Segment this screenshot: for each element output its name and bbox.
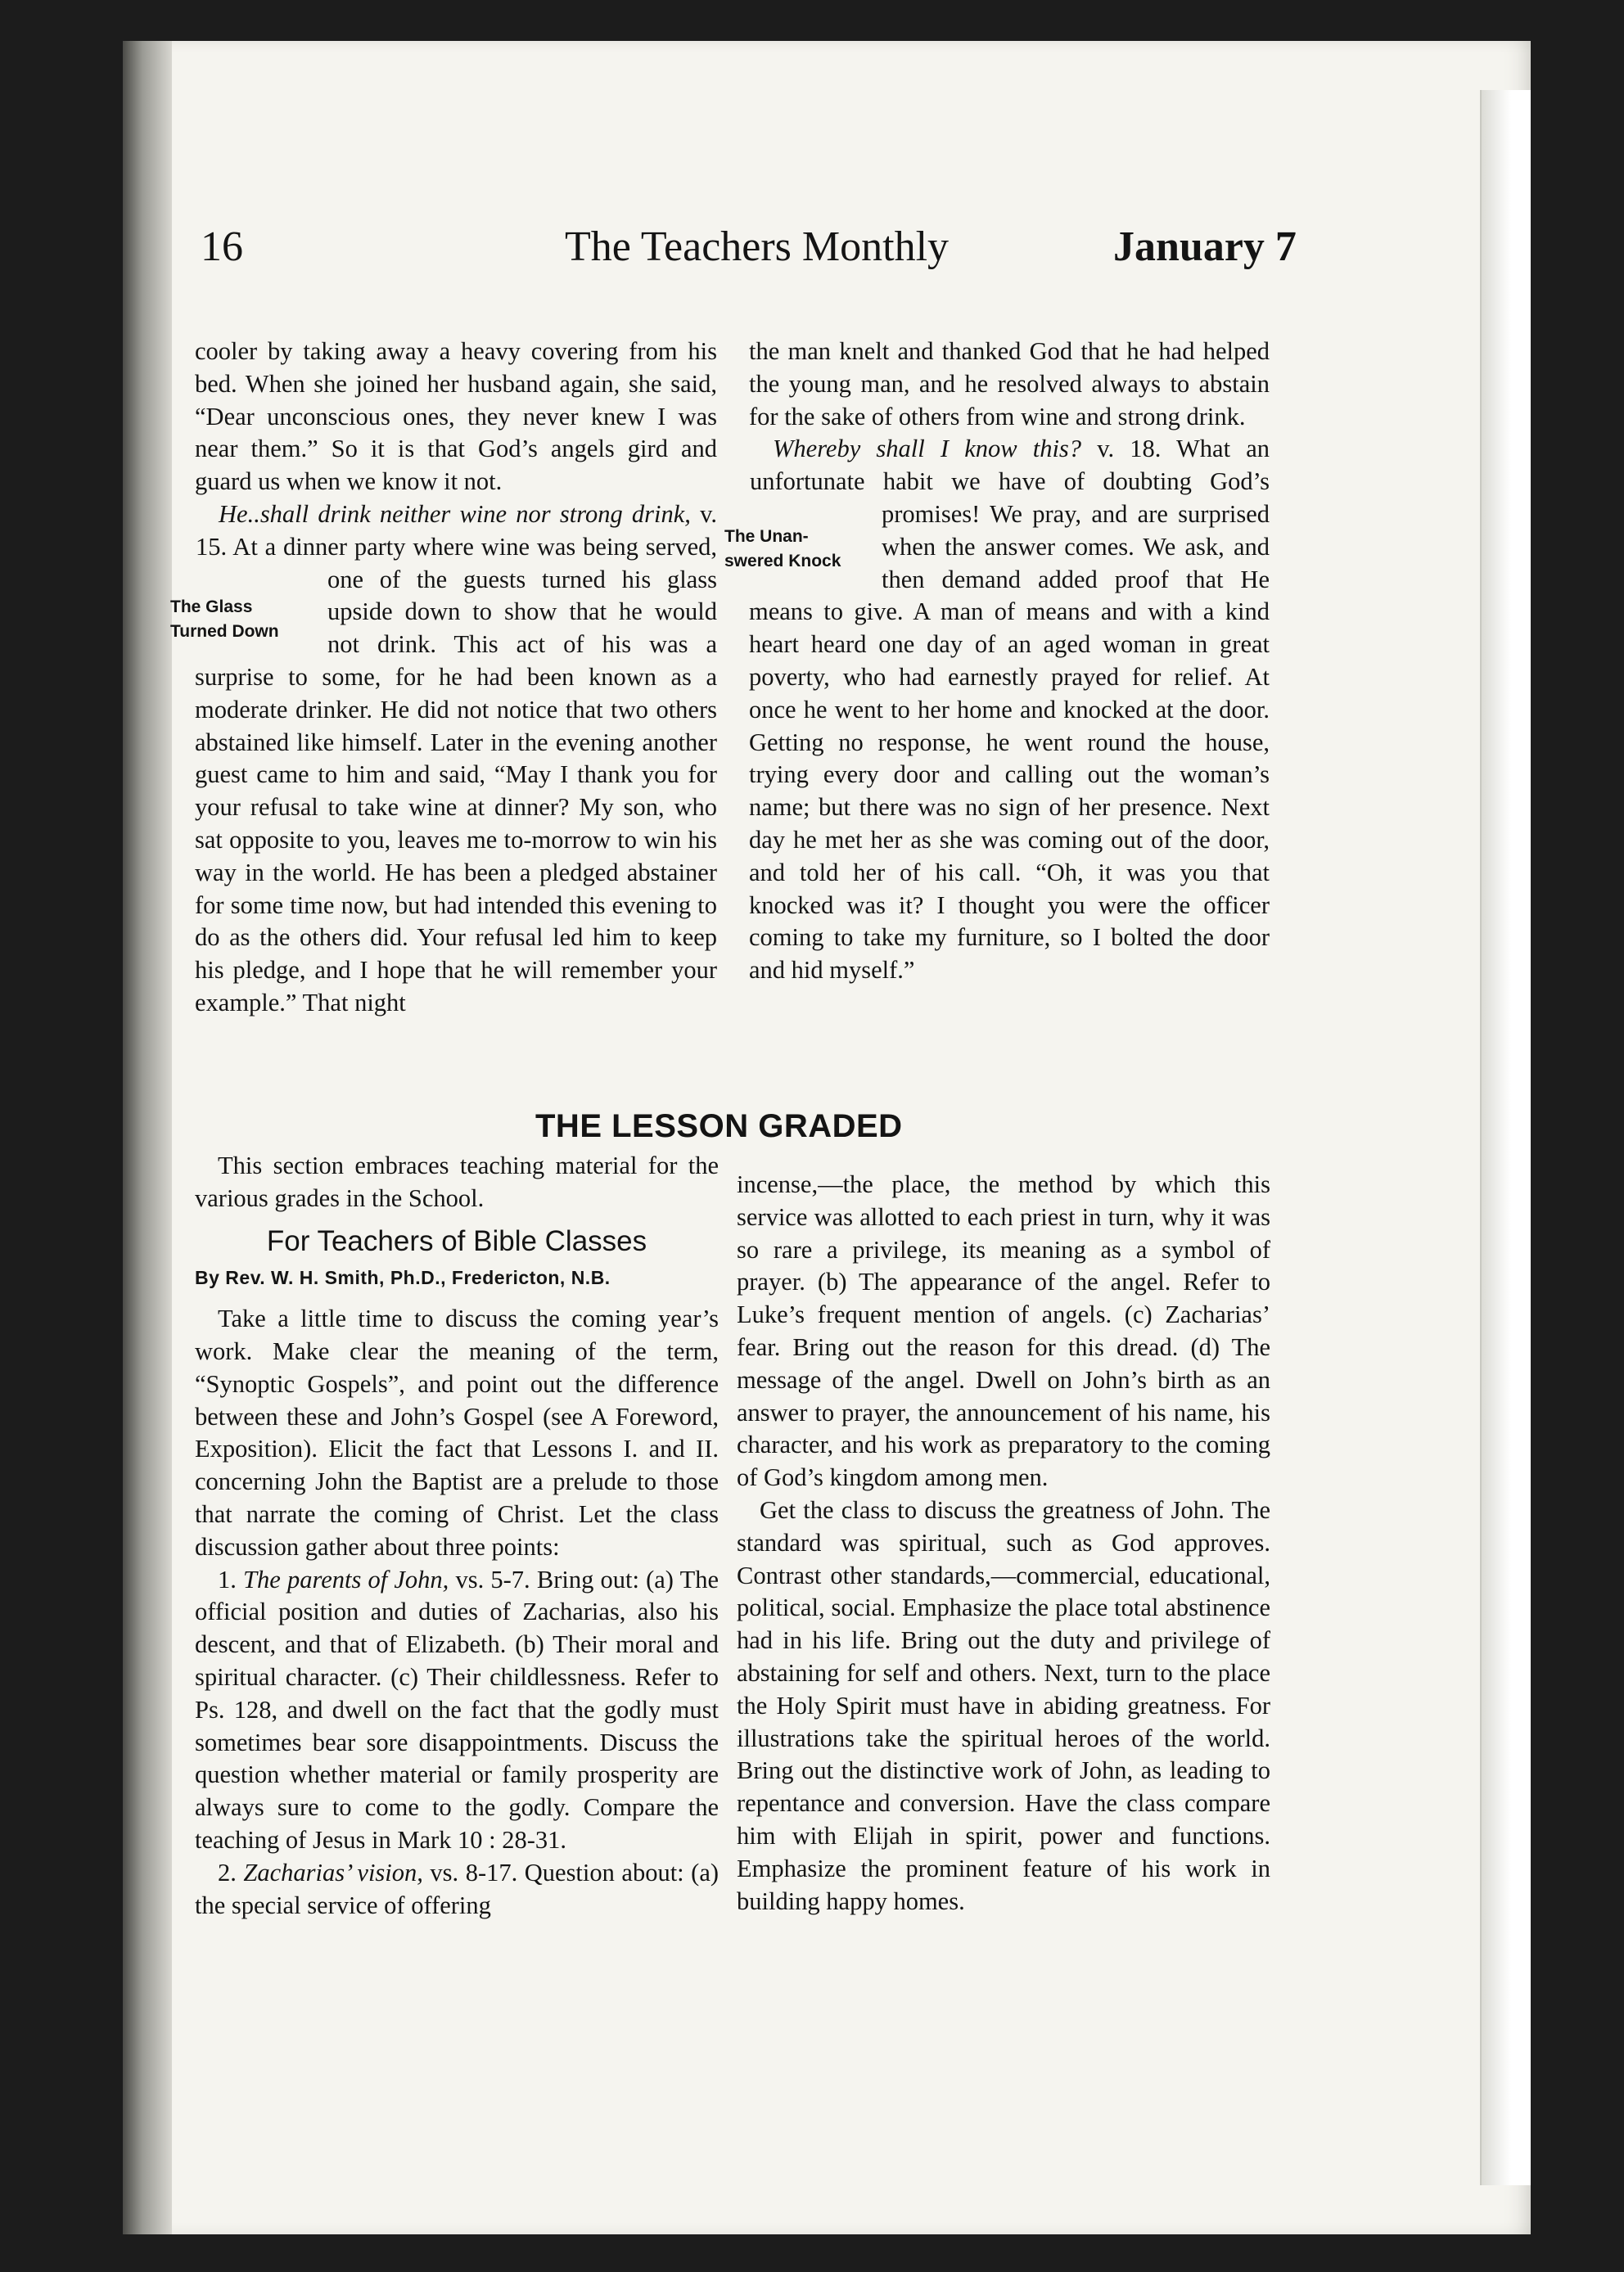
- side-heading-line: swered Knock: [724, 552, 841, 571]
- paragraph-text: vs. 5-7. Bring out: (a) The official position and duties of Zacharias, also his descent, and that of Elizabeth. (b) Their moral and spiritual character. (c) Their childlessness. Refer to Ps. 128, and dwell on the fact that the godly must sometimes bear sore disappointments. Discuss the question whether material or family prosperity are always sure to come to the godly. Compare the teaching of Jesus in Mark 10 : 28-31.: [195, 1565, 719, 1854]
- byline: By Rev. W. H. Smith, Ph.D., Fredericton, N.B.: [195, 1267, 611, 1289]
- running-title: The Teachers Monthly: [565, 223, 950, 270]
- page-binding-shadow: [123, 41, 172, 2234]
- paragraph: incense,—the place, the method by which this service was allotted to each priest in turn, why it was so rare a privilege, its meaning as a symbol of prayer. (b) The appearance of the angel. Refer to Luke’s frequent mention of angels. (c) Zacharias’ fear. Bring out the reason for this dread. (d) The message of the angel. Dwell on John’s birth as an answer to prayer, the announcement of his name, his character, and his work as preparatory to the coming of God’s kingdom among men.: [737, 1170, 1270, 1492]
- paragraph: [724, 433, 1270, 987]
- paragraph-text: v. 15. At a dinner party where wine was being served, one of the guests turned his glass upside down to show that he would not drink. This act of his was a surprise to some, for he had been known as a moderate drinker. He did not notice that two others abstained like himself. Later in the evening another guest came to him and said, “May I thank you for your refusal to take wine at dinner? My son, who sat opposite to you, leaves me to-morrow to win his way in the world. He has been a pledged abstainer for some time now, but had intended this evening to do as the others did. Your refusal led him to keep his pledge, and I hope that he will remember your example.” That night: [195, 499, 717, 1017]
- paragraph-text: vs. 8-17. Question about: (a) the special service of offering: [195, 1858, 720, 1919]
- italic-reference: The parents of John,: [243, 1565, 449, 1594]
- section-heading: THE LESSON GRADED: [535, 1108, 903, 1144]
- paragraph: [170, 498, 717, 1020]
- column-left-bottom: [195, 1150, 719, 1922]
- column-right-bottom: [737, 1169, 1270, 1918]
- paragraph: [195, 1564, 719, 1857]
- point-number: 1.: [218, 1565, 244, 1594]
- side-heading-knock: [724, 525, 872, 574]
- side-heading-line: Turned Down: [170, 621, 279, 641]
- paragraph: This section embraces teaching material for the various grades in the School.: [195, 1152, 719, 1212]
- side-heading-line: The Glass: [170, 597, 253, 616]
- paragraph: [195, 1857, 719, 1923]
- paragraph: cooler by taking away a heavy covering from his bed. When she joined her husband again, she said, “Dear unconscious ones, they never knew I was near them.” So it is that God’s angels gird and guard us when we know it not.: [195, 337, 717, 496]
- paragraph: the man knelt and thanked God that he had helped the young man, and he resolved always to abstain for the sake of others from wine and strong drink.: [749, 337, 1270, 431]
- column-left-top: [170, 336, 717, 1020]
- point-number: 2.: [218, 1858, 244, 1887]
- sub-heading: For Teachers of Bible Classes: [266, 1224, 647, 1257]
- page-edge: [1480, 90, 1531, 2185]
- side-heading-glass: [170, 595, 318, 644]
- italic-reference: Whereby shall I know this?: [773, 435, 1082, 463]
- paragraph: Get the class to discuss the greatness of John. The standard was spiritual, such as God approves. Contrast other standards,—commercial, educational, political, social. Emphasize the place total abstinence had in his life. Bring out the duty and privilege of abstaining for self and others. Next, turn to the place the Holy Spirit must have in abiding greatness. For illustrations take the spiritual heroes of the world. Bring out the distinctive work of John, as leading to repentance and conversion. Have the class compare him with Elijah in spirit, power and functions. Emphasize the prominent feature of his work in building happy homes.: [737, 1495, 1270, 1915]
- side-heading-line: The Unan-: [724, 527, 809, 547]
- paragraph-text: v. 18. What an unfortunate habit we have of doubting God’s promises! We pray, and are surprised when the answer comes. We ask, and then demand added proof that He means to give. A man of means and with a kind heart heard one day of an aged woman in great poverty, who had earnestly prayed for relief. At once he went to her home and knocked at the door. Getting no response, he went round the house, trying every door and calling out the woman’s name; but there was no sign of her presence. Next day he met her as she was coming out of the door, and told her of his call. “Oh, it was you that knocked was it? I thought you were the officer coming to take my furniture, so I bolted the door and hid myself.”: [749, 435, 1270, 985]
- italic-reference: He..shall drink neither wine nor strong drink,: [219, 499, 691, 528]
- running-date: January 7: [1113, 223, 1297, 270]
- italic-reference: Zacharias’ vision,: [243, 1858, 423, 1887]
- page-number: 16: [201, 223, 243, 270]
- paragraph: Take a little time to discuss the coming year’s work. Make clear the meaning of the term, “Synoptic Gospels”, and point out the difference between these and John’s Gospel (see A Foreword, Exposition). Elicit the fact that Lessons I. and II. concerning John the Baptist are a prelude to those that narrate the coming of Christ. Let the class discussion gather about three points:: [195, 1305, 719, 1561]
- column-right-top: [724, 336, 1270, 987]
